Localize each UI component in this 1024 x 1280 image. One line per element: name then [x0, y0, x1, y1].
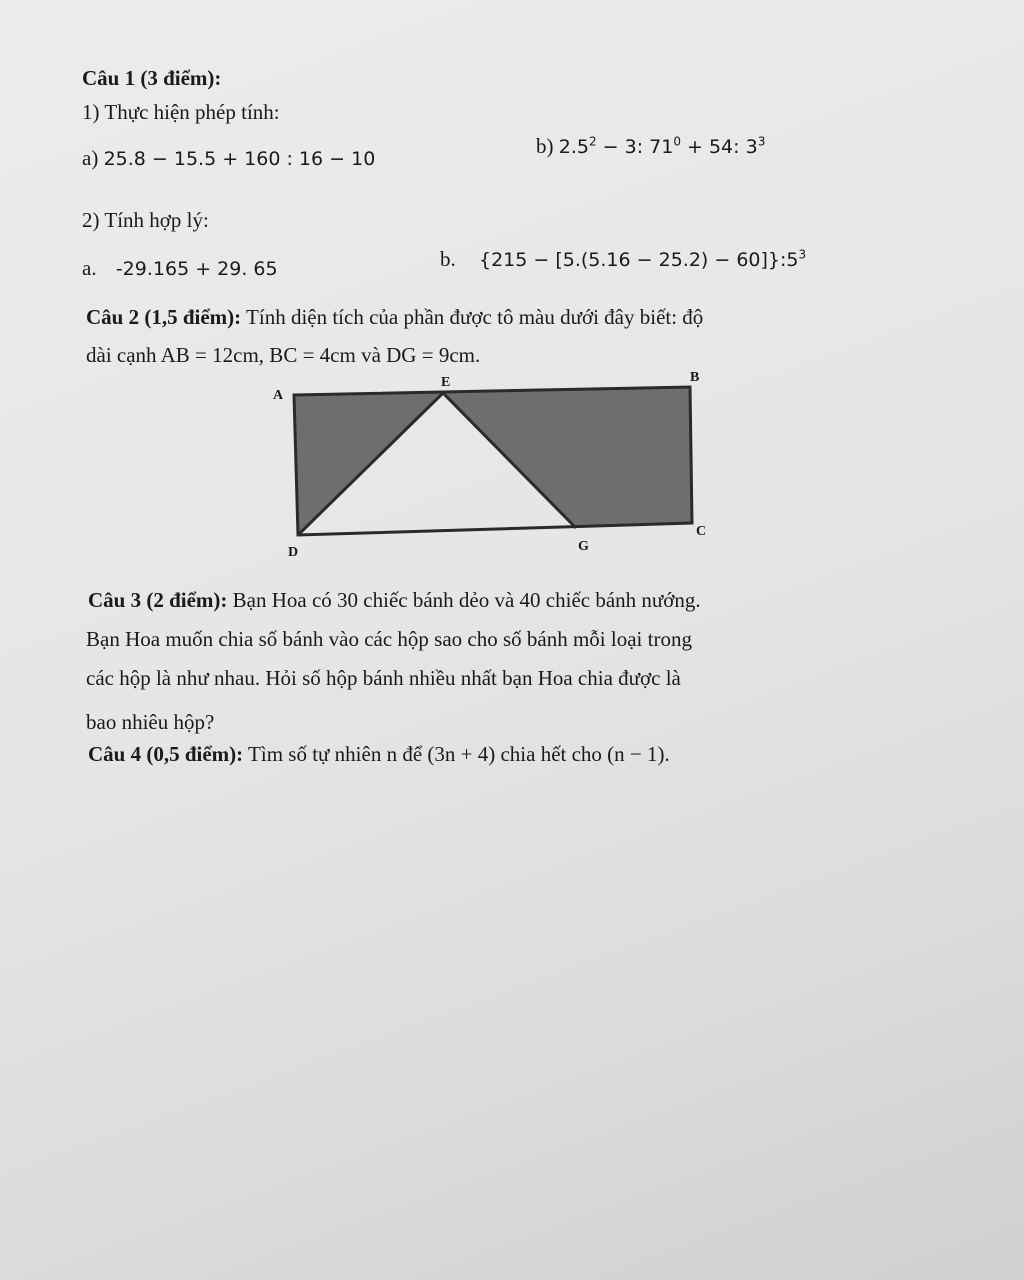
q1-a-label: a) [82, 146, 99, 170]
q1-b-exp2: 0 [673, 134, 681, 149]
q4-line [88, 742, 670, 767]
q3-line1 [88, 588, 701, 613]
q4-text: Tìm số tự nhiên n để (3n + 4) chia hết cho (n − 1). [243, 742, 670, 766]
q1-b-label: b) [536, 134, 554, 158]
q2-title: Câu 2 (1,5 điểm): [86, 305, 242, 329]
shaded-region-right [443, 387, 692, 528]
q1-c [82, 256, 278, 281]
q1-d-expr [479, 249, 806, 271]
label-d: D [288, 545, 299, 560]
shaded-rectangle-figure [280, 375, 720, 555]
label-a: A [273, 388, 284, 403]
q1-b-exp1: 2 [588, 134, 597, 149]
label-b: B [690, 370, 700, 385]
q1-b [536, 134, 765, 159]
q4-title: Câu 4 (0,5 điểm): [88, 742, 244, 766]
q1-part2-title: 2) Tính hợp lý: [82, 208, 209, 232]
q1-a [82, 146, 375, 171]
q3-text1: Bạn Hoa có 30 chiếc bánh dẻo và 40 chiếc bánh nướng. [227, 588, 701, 612]
q2-text1: Tính diện tích của phần được tô màu dưới đây biết: độ [241, 305, 704, 329]
q1-c-expr: -29.165 + 29. 65 [115, 258, 278, 280]
q1-d-exp: 3 [798, 247, 807, 262]
q1-c-label: a. [82, 256, 97, 280]
q3-line4: bao nhiêu hộp? [86, 710, 215, 734]
q1-b-expr-part1: 2.5 [558, 136, 589, 158]
label-e: E [441, 375, 451, 390]
label-g: G [578, 539, 589, 554]
q2-line1 [86, 305, 703, 330]
q1-b-exp3: 3 [757, 134, 766, 149]
label-c: C [696, 524, 707, 539]
q2-text2: dài cạnh AB = 12cm, BC = 4cm và DG = 9cm. [86, 343, 481, 367]
q1-part1-title: 1) Thực hiện phép tính: [82, 100, 280, 124]
q3-line2: Bạn Hoa muốn chia số bánh vào các hộp sao cho số bánh mỗi loại trong [86, 627, 692, 651]
q1-b-expr-part2: − 3: 71 [596, 136, 674, 158]
q1-title: Câu 1 (3 điểm): [82, 66, 222, 90]
q3-line3: các hộp là như nhau. Hỏi số hộp bánh nhiều nhất bạn Hoa chia được là [86, 666, 681, 690]
q1-d-label: b. [440, 247, 456, 271]
q1-b-expr [559, 136, 766, 158]
q3-title: Câu 3 (2 điểm): [88, 588, 228, 612]
q1-d [440, 247, 806, 272]
q1-a-expr: 25.8 − 15.5 + 160 : 16 − 10 [103, 148, 376, 170]
q1-b-expr-part3: + 54: 3 [680, 136, 758, 158]
q1-d-expr-main: {215 − [5.(5.16 − 25.2) − 60]}:5 [479, 249, 799, 271]
